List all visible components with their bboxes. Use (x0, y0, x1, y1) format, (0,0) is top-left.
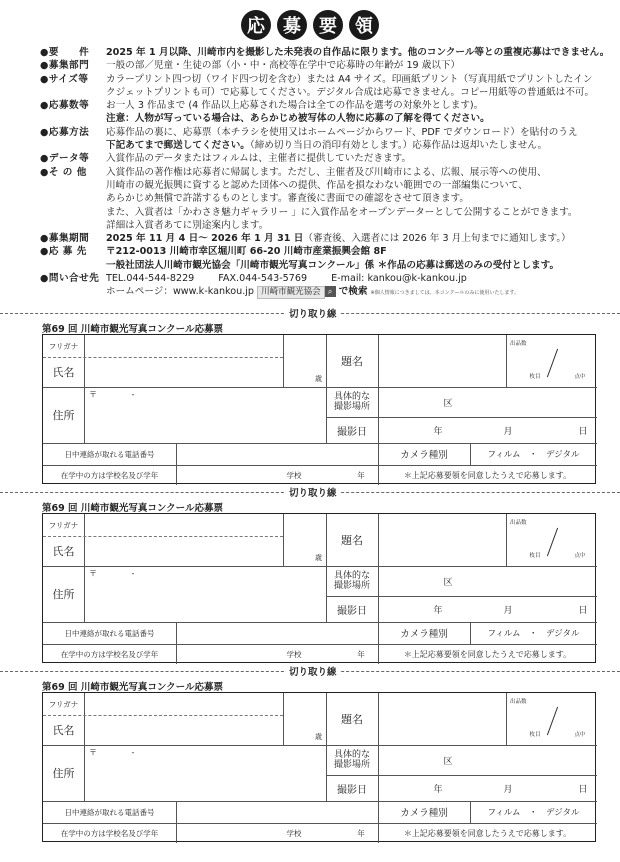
address-input[interactable] (84, 566, 326, 622)
place-input[interactable] (378, 387, 597, 417)
date-input[interactable] (378, 775, 597, 801)
place-label (326, 745, 378, 775)
info-line: 一般の部／児童・生徒の部（小・中・高校等在学中で応募時の年齢が 19 歳以下） (106, 60, 461, 72)
ward-unit: 区 (443, 756, 453, 767)
info-row (40, 232, 610, 245)
entry-form (42, 692, 596, 842)
info-label: ●応募数等 (40, 100, 90, 112)
place-label-line: 具体的な (333, 571, 370, 581)
info-line: 2025 年 1 月以降、川崎市内を撮影した未発表の自作品に限ります。他のコンクール等との重複応募はできません。 (106, 47, 610, 58)
grade-unit: 年 (357, 649, 365, 659)
cut-label: 切り取り線 (286, 485, 340, 499)
grade-unit: 年 (357, 470, 365, 480)
info-row (40, 126, 610, 153)
name-label: 氏名 (52, 545, 75, 558)
count-unit-right: 点中 (574, 553, 586, 559)
info-line: 注意：人物が写っている場合は、あらかじめ被写体の人物に応募の了解を得てください。 (106, 113, 490, 125)
camera-label: カメラ種別 (400, 629, 448, 640)
camera-label: カメラ種別 (400, 450, 448, 461)
info-label: ●問い合せ先 (40, 273, 100, 285)
info-line: 応募作品の裏に、応募票（本チラシを使用又はホームページからワード、PDF でダウンロード）を貼付のうえ (106, 126, 578, 138)
date-label: 撮影日 (337, 784, 367, 796)
phone-label: 日中連絡が取れる電話番号 (64, 807, 155, 817)
age-unit: 歳 (315, 375, 322, 383)
entry-form (42, 513, 596, 663)
place-label-line: 撮影場所 (333, 760, 370, 770)
info-label: ●データ等 (40, 153, 90, 165)
info-line: 入賞作品の著作権は応募者に帰属します。ただし、主催者及び川崎市による、広報、展示等への使用、 (106, 166, 547, 178)
school-label: 在学中の方は学校名及び学年 (60, 649, 159, 659)
info-row (40, 245, 610, 272)
ward-unit: 区 (443, 398, 453, 409)
cut-label: 切り取り線 (286, 664, 340, 678)
info-body (106, 152, 610, 165)
count-label: 出品数 (510, 341, 527, 347)
name-input[interactable] (84, 715, 283, 745)
info-body (106, 232, 610, 245)
info-line: お一人 3 作品まで (4 作品以上応募された場合は全ての作品を選考の対象外とします)。 (106, 100, 484, 112)
place-label-line: 具体的な (333, 392, 370, 402)
work-title-label: 題名 (341, 713, 363, 726)
guidelines (40, 46, 610, 301)
title-char: 応 (241, 10, 271, 40)
date-label: 撮影日 (337, 605, 367, 617)
address-label: 住所 (52, 588, 75, 601)
info-line-emphasis: 下記あてまで郵送してください。 (106, 140, 250, 152)
consent-note: ＊上記応募要領を同意したうえで応募します。 (403, 828, 572, 838)
school-label: 在学中の方は学校名及び学年 (60, 470, 159, 480)
info-row (40, 46, 610, 59)
info-row (40, 59, 610, 72)
date-input[interactable] (378, 417, 597, 443)
info-line-rest: （審査後、入選者には 2026 年 3 月上旬までに通知します。） (303, 233, 571, 245)
camera-label: カメラ種別 (400, 808, 448, 819)
school-input[interactable] (176, 644, 378, 664)
info-body (106, 59, 610, 72)
address-input[interactable] (84, 745, 326, 801)
place-label-line: 撮影場所 (333, 581, 370, 591)
search-box: 川崎市観光協会 (257, 286, 325, 299)
info-line-emphasis: 2025 年 11 月 4 日～ 2026 年 1 月 31 日 (106, 233, 304, 245)
search-suffix: で検索 (338, 286, 368, 298)
address-label: 住所 (52, 767, 75, 780)
furigana-input[interactable] (84, 514, 283, 536)
furigana-label: フリガナ (48, 341, 79, 351)
place-label-line: 具体的な (333, 750, 370, 760)
postal-mark: 〒 (89, 568, 97, 578)
page-title (0, 10, 620, 40)
title-char: 領 (349, 10, 379, 40)
count-unit-right: 点中 (574, 732, 586, 738)
info-line (106, 139, 610, 152)
school-input[interactable] (176, 823, 378, 843)
date-label: 撮影日 (337, 426, 367, 438)
school-input[interactable] (176, 465, 378, 485)
tel: TEL.044-544-8229 (106, 273, 195, 285)
day-unit: 日 (578, 426, 588, 437)
contact-line (106, 272, 610, 285)
postal-dash: - (131, 747, 135, 757)
info-line: クジェットプリントも可）で応募してください。デジタル合成は応募できません。コピー用紙等の普通紙は不可。 (106, 86, 595, 98)
info-label: ●募集部門 (40, 60, 90, 72)
place-label (326, 566, 378, 596)
furigana-label: フリガナ (48, 520, 79, 530)
phone-label: 日中連絡が取れる電話番号 (64, 628, 155, 638)
year-unit: 年 (433, 784, 443, 795)
postal-mark: 〒 (89, 747, 97, 757)
form-title: 第69 回 川崎市観光写真コンクール応募票 (42, 503, 223, 514)
address-label: 住所 (52, 409, 75, 422)
place-input[interactable] (378, 566, 597, 596)
age-unit: 歳 (315, 554, 322, 562)
place-label-line: 撮影場所 (333, 402, 370, 412)
phone-input[interactable] (176, 622, 378, 644)
count-label: 出品数 (510, 520, 527, 526)
count-unit-left: 枚目 (529, 374, 541, 380)
info-line-rest: （締め切り当日の消印有効とします。）応募作品は返却いたしません。 (249, 140, 548, 152)
name-label: 氏名 (52, 724, 75, 737)
info-label: ●応 募 先 (40, 246, 87, 258)
info-line: カラープリント四つ切（ワイド四つ切を含む）または A4 サイズ。印画紙プリント（写真用紙でプリントしたイン (106, 73, 593, 85)
camera-options[interactable]: フィルム ・ デジタル (487, 450, 580, 460)
homepage-link[interactable]: ホームページ：www.k-kankou.jp (106, 286, 255, 298)
grade-unit: 年 (357, 828, 365, 838)
postal-dash: - (131, 389, 135, 399)
year-unit: 年 (433, 605, 443, 616)
email-link[interactable]: E-mail: kankou@k-kankou.jp (331, 273, 467, 285)
month-unit: 月 (503, 605, 513, 616)
info-label: ●そ の 他 (40, 166, 87, 178)
count-unit-left: 枚目 (529, 732, 541, 738)
work-title-label: 題名 (341, 355, 363, 368)
work-title-label: 題名 (341, 534, 363, 547)
consent-note: ＊上記応募要領を同意したうえで応募します。 (403, 649, 572, 659)
info-body (106, 166, 610, 232)
name-input[interactable] (84, 536, 283, 566)
title-char: 募 (277, 10, 307, 40)
address-input[interactable] (84, 387, 326, 443)
month-unit: 月 (503, 426, 513, 437)
furigana-input[interactable] (84, 335, 283, 357)
info-body (106, 99, 610, 126)
postal-dash: - (131, 568, 135, 578)
year-unit: 年 (433, 426, 443, 437)
work-title-input[interactable] (378, 514, 506, 566)
info-line: 〒212-0013 川崎市幸区堀川町 66-20 川崎市産業振興会館 8F (106, 246, 387, 258)
info-label: ●募集期間 (40, 233, 90, 245)
entry-form (42, 334, 596, 484)
info-line: また、入賞者は「かわさき魅力ギャラリー 」に入賞作品をオープンデーターとして公開することができます。 (106, 206, 578, 218)
consent-note: ＊上記応募要領を同意したうえで応募します。 (403, 470, 572, 480)
count-label: 出品数 (510, 699, 527, 705)
form-title: 第69 回 川崎市観光写真コンクール応募票 (42, 682, 223, 693)
search-icon: ⌕ (325, 286, 336, 297)
work-title-input[interactable] (378, 335, 506, 387)
info-line: 入賞作品のデータまたはフィルムは、主催者に提供していただきます。 (106, 153, 412, 165)
info-line: あらかじめ無償で許諾するものとします。審査後に書面での確認をさせて頂きます。 (106, 193, 470, 205)
work-title-input[interactable] (378, 693, 506, 745)
furigana-label: フリガナ (48, 699, 79, 709)
fax: FAX.044-543-5769 (218, 273, 308, 285)
homepage-line (106, 285, 610, 300)
info-row (40, 166, 610, 232)
info-body (106, 245, 610, 272)
info-line: 川崎市の観光振興に資すると認めた団体への提供、作品を損なわない範囲での一部編集について、 (106, 179, 528, 191)
ward-unit: 区 (443, 577, 453, 588)
school-unit: 学校 (286, 470, 302, 480)
info-line: 一般社団法人川崎市観光協会「川崎市観光写真コンクール」係 ＊作品の応募は郵送のみの受付とします。 (106, 259, 560, 271)
title-char: 要 (313, 10, 343, 40)
name-input[interactable] (84, 357, 283, 387)
form-title: 第69 回 川崎市観光写真コンクール応募票 (42, 324, 223, 335)
cut-label: 切り取り線 (286, 306, 340, 320)
postal-mark: 〒 (89, 389, 97, 399)
school-unit: 学校 (286, 828, 302, 838)
furigana-input[interactable] (84, 693, 283, 715)
phone-input[interactable] (176, 801, 378, 823)
info-label: ●要 件 (40, 47, 90, 58)
info-body (106, 126, 610, 153)
camera-options[interactable]: フィルム ・ デジタル (487, 629, 580, 639)
info-row (40, 152, 610, 165)
school-label: 在学中の方は学校名及び学年 (60, 828, 159, 838)
place-label (326, 387, 378, 417)
info-line (106, 232, 610, 245)
camera-options[interactable]: フィルム ・ デジタル (487, 808, 580, 818)
info-row (40, 73, 610, 100)
info-label: ●サイズ等 (40, 73, 89, 85)
info-label: ●応募方法 (40, 126, 90, 138)
place-input[interactable] (378, 745, 597, 775)
contact-row (40, 272, 610, 301)
date-input[interactable] (378, 596, 597, 622)
phone-input[interactable] (176, 443, 378, 465)
phone-label: 日中連絡が取れる電話番号 (64, 449, 155, 459)
day-unit: 日 (578, 784, 588, 795)
info-body (106, 73, 610, 100)
info-body (106, 46, 610, 59)
month-unit: 月 (503, 784, 513, 795)
info-row (40, 99, 610, 126)
info-line: 詳細は入賞者あてに別途案内します。 (106, 219, 269, 231)
info-body (106, 272, 610, 301)
count-unit-left: 枚目 (529, 553, 541, 559)
name-label: 氏名 (52, 366, 75, 379)
day-unit: 日 (578, 605, 588, 616)
age-unit: 歳 (315, 733, 322, 741)
privacy-note: ※個人情報につきましては、本コンクールのみに使用いたします。 (370, 290, 519, 297)
school-unit: 学校 (286, 649, 302, 659)
count-unit-right: 点中 (574, 374, 586, 380)
